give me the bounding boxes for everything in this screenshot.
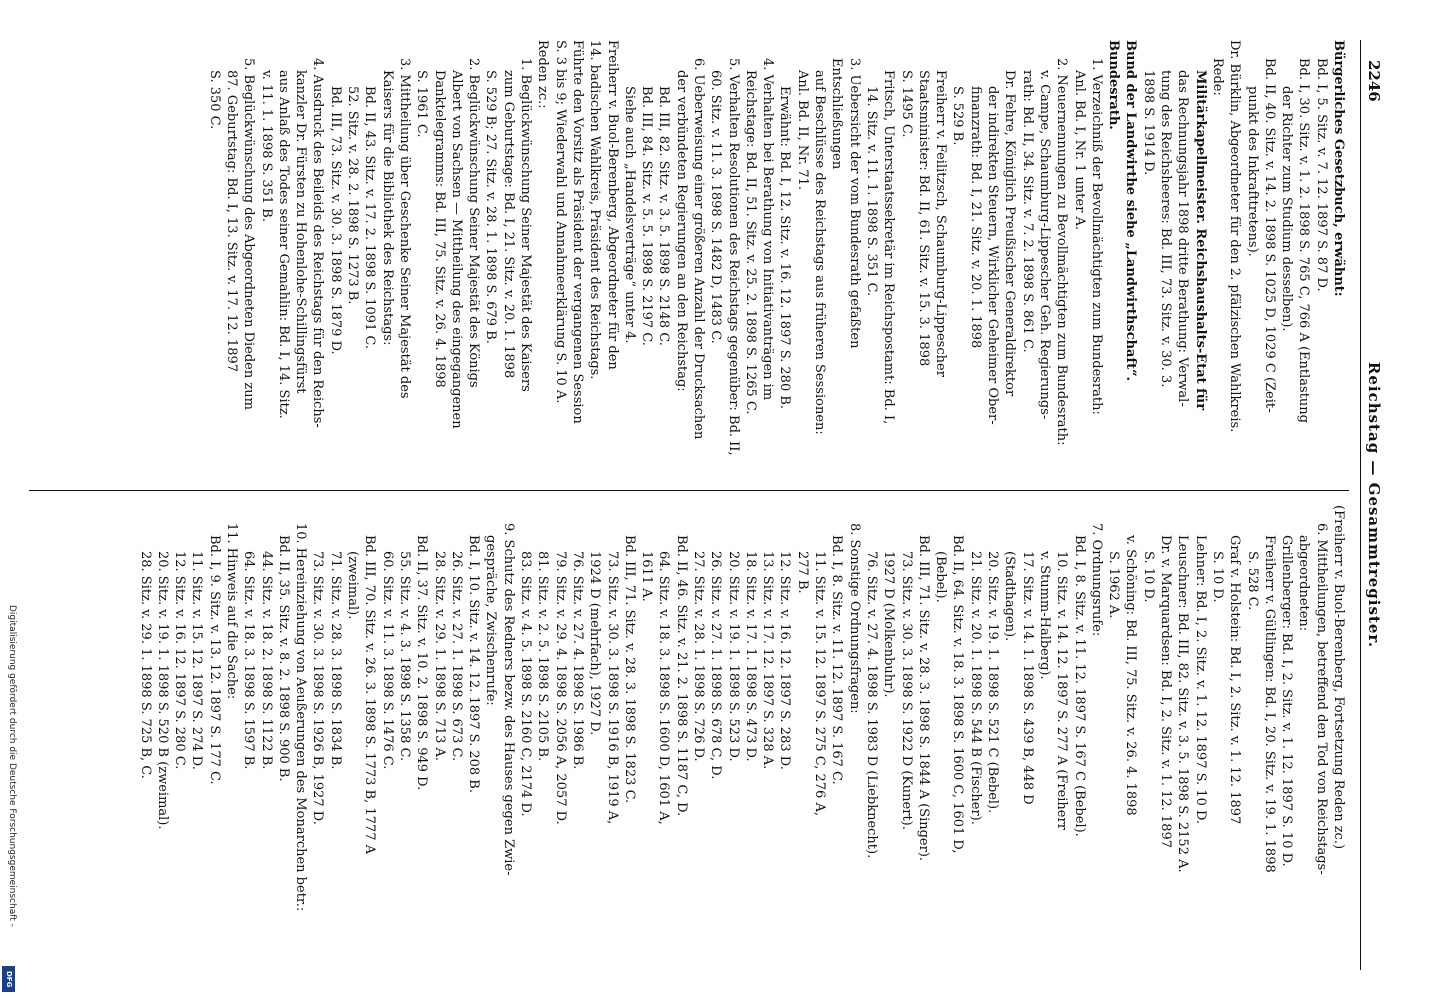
index-entry-line: 20. Sitz. v. 19. 1. 1898 S. 521 C (Bebel). [985,551,1001,814]
right-column [27,505,1347,950]
index-entry-line: auf Beschlüsse des Reichstags aus früheren Sessionen: [812,70,828,435]
index-entry-line: Lehner: Bd. I, 2. Sitz. v. 1. 12. 1897 S. 10 D. [1192,535,1208,825]
index-entry-line: aus Anlaß des Todes seiner Gemahlin: Bd. I, 14. Sitz. [275,70,291,419]
index-entry-line: S. 350 C. [206,70,222,130]
index-entry-line: Bd. II, 46. Sitz. v. 21. 2. 1898 S. 1187 C, D. [673,535,689,817]
index-entry-line: Militärkapellmeister. Reichshaushalts-Etat für [1192,70,1208,411]
index-entry-line: der indirekten Steuern, Wirklicher Geheimer Ober- [985,86,1001,425]
index-entry-line: Freiherr v. Gültlingen: Bd. I, 20. Sitz. v. 19. 1. 1898 [1261,535,1277,873]
index-entry-line: Bd. II, 40. Sitz. v. 14. 2. 1898 S. 1025 D, 1029 C (Zeit- [1261,58,1277,413]
index-entry-line: 44. Sitz. v. 18. 2. 1898 S. 1122 B. [258,551,274,770]
index-entry-line: 10. Sitz. v. 14. 12. 1897 S. 277 A (Freiherr [1054,551,1070,830]
page-number: 2246 [1365,60,1383,102]
index-entry-line: 26. Sitz. v. 27. 1. 1898 S. 673 C. [448,551,464,762]
index-entry-line: (Bebel). [933,551,949,603]
index-entry-line: rath: Bd. II, 34. Sitz. v. 7. 2. 1898 S. 861 C. [1019,70,1035,353]
index-entry-line: 2. Beglückwünschung Seiner Majestät des Königs [466,58,482,388]
left-column [27,40,1347,460]
index-entry-line: punkt des Inkrafttretens). [1244,86,1260,257]
index-entry-line: Bundesrath. [1106,40,1122,130]
index-entry-line: 2. Neuernennungen zu Bevollmächtigten zum Bundesrath: [1054,58,1070,446]
index-entry-line: 1611 A. [639,551,655,602]
index-entry-line: 6. Mittheilungen, betreffend den Tod von Reichstags- [1313,523,1329,875]
index-entry-line: 4. Ausdruck des Beileids des Reichstags für den Reichs- [310,58,326,428]
index-entry-line: 26. Sitz. v. 27. 1. 1898 S. 678 C, D. [708,551,724,780]
index-entry-line: 87. Geburtstag: Bd. I, 13. Sitz. v. 17. 12. 1897 [224,70,239,373]
index-entry-line: Erwähnt: Bd. I, 12. Sitz. v. 16. 12. 1897 S. 280 B. [777,86,793,410]
index-entry-line: Kaisers für die Bibliothek des Reichstags: [379,70,395,346]
index-entry-line: tung des Reichsheeres: Bd. III, 73. Sitz. v. 30. 3. [1158,70,1174,388]
dfg-logo: DFG [2,966,15,992]
index-entry-line: S. 10 D. [1209,551,1225,603]
index-entry-line: S. 529 B; 27. Sitz. v. 28. 1. 1898 S. 679 B. [483,70,499,344]
index-entry-line: 76. Sitz. v. 27. 4. 1898 S. 1986 B. [569,551,585,770]
index-entry-line: zum Geburtstage: Bd. I, 21. Sitz. v. 20. 1. 1898 [500,70,516,379]
index-entry-line: 12. Sitz. v. 16. 12. 1897 S. 283 D. [777,551,793,770]
index-entry-line: Bd. I, 30. Sitz. v. 1. 2. 1898 S. 765 C, 766 A (Entlastung [1296,58,1312,423]
index-entry-line: Fritsch, Unterstaatssekretär im Reichspostamt: Bd. I, [881,70,897,425]
index-entry-line: kanzler Dr. Fürsten zu Hohenlohe-Schillingsfürst [293,70,309,394]
index-entry-line: Bd. III, 70. Sitz. v. 26. 3. 1898 S. 1773 B, 1777 A [362,535,378,854]
index-entry-line: 3. Uebersicht der vom Bundesrath gefaßten Entschließungen [829,58,862,349]
index-entry-line: (zweimal). [345,551,361,620]
index-entry-line: 6. Ueberweisung einer größeren Anzahl der Drucksachen [691,58,707,440]
index-entry-line: 11. Sitz. v. 15. 12. 1897 S. 274 D. [189,551,205,770]
index-entry-line: 20. Sitz. v. 19. 1. 1898 S. 520 B (zweimal). [154,551,170,830]
index-entry-line: S. 1962 A. [1106,551,1122,619]
index-entry-line: Dr. Fehre, Königlich Preußischer Generaldirektor [1002,70,1018,397]
index-entry-line: 277 B. [794,551,810,594]
index-entry-line: Anl. Bd. I, Nr. 1 unter A. [1071,70,1087,231]
index-entry-line: S. 3 bis 9; Wiederwahl und Annahmeerklärung S. 10 A. [552,40,568,404]
index-entry-line: Freiherr v. Buol-Berenberg, Abgeordneter für den [604,40,620,370]
index-entry-line: 5. Beglückwünschung des Abgeordneten Dieden zum [241,58,257,410]
index-entry-line: 1924 D (mehrfach), 1927 D. [587,551,603,736]
index-entry-line: 64. Sitz. v. 18. 3. 1898 S. 1600 D, 1601 A, [656,551,672,825]
index-entry-line: Bund der Landwirthe siehe „Landwirthschaft“. [1123,40,1139,382]
index-entry-line: Bd. III, 71. Sitz. v. 28. 3. 1898 S. 1844 A (Singer). [915,535,931,862]
index-entry-line: 55. Sitz. v. 4. 3. 1898 S. 1358 C. [396,551,412,762]
index-entry-line: Bd. III, 71. Sitz. v. 28. 3. 1898 S. 1823 C. [621,535,637,804]
index-entry-line: Bd. II, 64. Sitz. v. 18. 3. 1898 S. 1600 C, 1601 D, [950,535,966,854]
index-entry-line: Leuschner: Bd. III, 82. Sitz. v. 3. 5. 1898 S. 2152 A. [1175,535,1191,873]
index-entry-line: 76. Sitz. v. 27. 4. 1898 S. 1983 D (Liebknecht). [863,551,879,859]
index-entry-line: 81. Sitz. v. 2. 5. 1898 S. 2105 B. [535,551,551,762]
running-title: Reichstag — Gesammtregister. [1365,361,1383,649]
index-entry-line: gespräche, Zwischenrufe: [483,535,499,706]
index-entry-line: 9. Schutz des Redners bezw. des Hauses gegen Zwie- [500,523,516,876]
index-entry-line: Graf v. Holstein: Bd. I, 2. Sitz. v. 1. 12. 1897 [1227,535,1243,825]
index-entry-line: Bd. II, 37. Sitz. v. 10. 2. 1898 S. 949 D. [414,535,430,791]
index-entry-line: Bd. I, 5. Sitz. v. 7. 12. 1897 S. 87 D. [1313,58,1329,292]
index-entry-line: 79. Sitz. v. 29. 4. 1898 S. 2056 A, 2057 D. [552,551,568,825]
index-entry-line: 5. Verhalten Resolutionen des Reichstags gegenüber: Bd. II, [725,58,741,456]
index-entry-line: Bd. I, 8. Sitz. v. 11. 12. 1897 S. 167 C. [829,535,845,785]
index-entry-line: 7. Ordnungsrufe: [1088,523,1104,637]
column-divider [29,490,1349,491]
index-entry-line: 10. Hereinziehung von Aeußerungen des Monarchen betr.: [293,523,309,912]
index-entry-line: der verbündeten Regierungen an den Reichstag: [673,70,689,392]
index-entry-line: Bd. III, 84. Sitz. v. 5. 5. 1898 S. 2197 C. [639,86,655,346]
index-entry-line: 28. Sitz. v. 29. 1. 1898 S. 725 B, C. [137,551,153,779]
index-entry-line: Rede: [1209,58,1225,96]
index-entry-line: v. Schöning: Bd. III, 75. Sitz. v. 26. 4. 1898 [1123,535,1139,816]
index-entry-line: 11. Sitz. v. 15. 12. 1897 S. 275 C, 276 A, [812,551,828,816]
index-entry-line: (Freiherr v. Buol-Berenberg, Fortsetzung Reden zc.) [1331,505,1346,850]
index-entry-line: Dr. Bürklin, Abgeordneter für den 2. pfälzischen Wahlkreis. [1227,40,1243,433]
index-entry-line: 12. Sitz. v. 16. 12. 1897 S. 280 C. [172,551,188,770]
index-entry-line: Bd. I, 8. Sitz. v. 11. 12. 1897 S. 167 C (Bebel). [1071,535,1087,837]
index-entry-line: Bd. III, 82. Sitz. v. 3. 5. 1898 S. 2148 C. [656,86,672,346]
index-entry-line: 64. Sitz. v. 18. 3. 1898 S. 1597 B. [241,551,257,770]
index-entry-line: Bd. III, 73. Sitz. v. 30. 3. 1898 S. 1879 D. [327,86,343,355]
index-entry-line: Bürgerliches Gesetzbuch, erwähnt: [1331,40,1346,297]
index-entry-line: 83. Sitz. v. 4. 5. 1898 S. 2160 C, 2174 D. [518,551,534,817]
index-entry-line: Reichstage: Bd. II, 51. Sitz. v. 25. 2. 1898 S. 1265 C. [742,70,758,415]
index-entry-line: 4. Verhalten bei Berathung von Initiativanträgen im [760,58,776,401]
index-entry-line: Freiherr v. Feilitzsch, Schaumburg-Lippescher [933,70,949,377]
index-entry-line: 1898 S. 1914 D. [1140,70,1156,176]
index-entry-line: 71. Sitz. v. 28. 3. 1898 S. 1834 B. [327,551,343,770]
index-entry-line: 60. Sitz. v. 11. 3. 1898 S. 1476 C. [379,551,395,770]
index-entry-line: 3. Mittheilung über Geschenke Seiner Majestät des [396,58,412,399]
index-entry-line: 8. Sonstige Ordnungsfragen: [846,523,862,714]
index-entry-line: Bd. I, 10. Sitz. v. 14. 12. 1897 S. 208 B. [466,535,482,793]
index-entry-line: Bd. I, 9. Sitz. v. 13. 12. 1897 S. 177 C. [206,535,222,785]
index-entry-line: 11. Hinweis auf die Sache: [224,523,239,700]
index-entry-line: Albert von Sachsen — Mittheilung des eingegangenen [448,70,464,429]
index-entry-line: S. 528 C. [1244,551,1260,611]
index-entry-line: 52. Sitz. v. 28. 2. 1898 S. 1273 B. [345,86,361,305]
index-entry-line: das Rechnungsjahr 1898 dritte Berathung: Verwal- [1175,70,1191,407]
index-entry-line: 21. Sitz. v. 20. 1. 1898 S. 544 B (Fischer). [967,551,983,825]
index-entry-line: der Richter zum Studium desselben). [1279,86,1295,332]
index-entry-line: Siehe auch „Handelsverträge“ unter 4. [621,86,637,344]
digitization-footer [3,605,17,995]
index-entry-line: 28. Sitz. v. 29. 1. 1898 S. 713 A. [431,551,447,762]
index-entry-line: abgeordneten: [1296,535,1312,632]
index-entry-line: Danktelegramms: Bd. III, 75. Sitz. v. 26. 4. 1898 [431,70,447,388]
index-entry-line: v. Stumm-Halberg). [1036,551,1052,680]
index-entry-line: 1927 D (Molkenbuhr). [881,551,897,698]
running-header [1360,40,1387,970]
index-entry-line: v. 11. 1. 1898 S. 351 B. [258,70,274,222]
index-entry-line: 14. badischen Wahlkreis, Präsident des Reichstags. [587,40,603,380]
index-entry-line: 27. Sitz. v. 28. 1. 1898 S. 726 D. [691,551,707,762]
index-entry-line: (Stadthagen). [1002,551,1018,642]
index-entry-line: 13. Sitz. v. 17. 12. 1897 S. 328 A. [760,551,776,770]
index-entry-line: 60. Sitz. v. 11. 3. 1898 S. 1482 D, 1483 C. [708,70,724,344]
index-entry-line: Reden zc.: [535,40,551,109]
index-entry-line: finanzrath: Bd. I, 21. Sitz. v. 20. 1. 1898 [967,86,983,349]
index-entry-line: 73. Sitz. v. 30. 3. 1898 S. 1922 D (Kunert). [898,551,914,830]
index-entry-line: Dr. v. Marquardsen: Bd. I, 2. Sitz. v. 1. 12. 1897 [1158,535,1174,849]
index-entry-line: S. 1961 C. [414,70,430,138]
index-entry-line: 17. Sitz. v. 14. 1. 1898 S. 439 B, 448 D [1019,551,1035,805]
index-entry-line: v. Campe, Schaumburg-Lippescher Geh. Regierungs- [1036,70,1052,420]
index-entry-line: 18. Sitz. v. 17. 1. 1898 S. 473 D. [742,551,758,762]
index-entry-line: 20. Sitz. v. 19. 1. 1898 S. 523 D. [725,551,741,762]
index-entry-line: Grillenberger: Bd. I, 2. Sitz. v. 1. 12. 1897 S. 10 D. [1279,535,1295,867]
index-entry-line: S. 529 B. [950,86,966,146]
index-entry-line: Anl. Bd. II, Nr. 71. [794,70,810,190]
index-entry-line: Bd. II, 43. Sitz. v. 17. 2. 1898 S. 1091 C. [362,86,378,350]
index-entry-line: Staatsminister: Bd. II, 61. Sitz. v. 15. 3. 1898 [915,70,931,367]
footer-note: Digitalisierung gefördert durch die Deutsche Forschungsgemeinschaft - [7,605,17,927]
index-entry-line: 1. Beglückwünschung Seiner Majestät des Kaisers [518,58,534,392]
index-entry-line: 73. Sitz. v. 30. 3. 1898 S. 1926 B, 1927 D. [310,551,326,825]
index-entry-line: 14. Sitz. v. 11. 1. 1898 S. 351 C. [863,86,879,297]
index-entry-line: Führte den Vorsitz als Präsident der vergangenen Session [569,40,585,424]
index-entry-line: 73. Sitz. v. 30. 3. 1898 S. 1916 B, 1919 A, [604,551,620,825]
index-entry-line: Bd. II, 35. Sitz. v. 8. 2. 1898 S. 900 B. [275,535,291,782]
index-entry-line: 1. Verzeichniß der Bevollmächtigten zum Bundesrath: [1088,58,1104,415]
index-entry-line: S. 10 D. [1140,551,1156,603]
index-entry-line: S. 1495 C. [898,70,914,138]
